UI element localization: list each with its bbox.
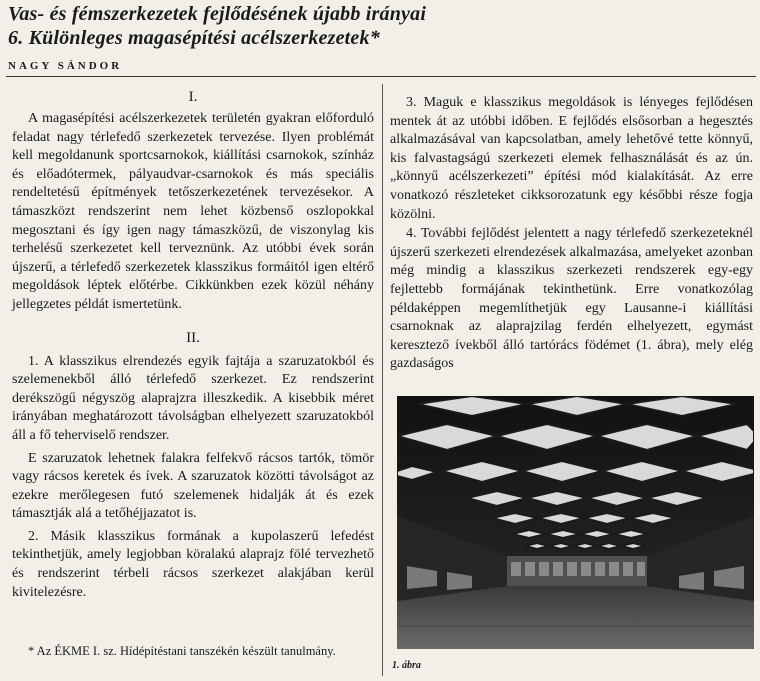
title-line-1: Vas- és fémszerkezetek fejlődésének újabb irányai (8, 3, 427, 25)
article-title (8, 2, 753, 50)
figure-caption: 1. ábra (392, 660, 421, 671)
section-heading-2: II. (186, 329, 200, 346)
left-column (12, 88, 374, 602)
paragraph-2: 2. Másik klasszikus formának a kupolaszerű lefedést tekinthetjük, amely legjobban köralakú alaprajz fölé tervezhető és rendszerint térbeli rácsos szerkezet alakjában kerül kivitelezésre. (12, 528, 374, 600)
right-column (390, 94, 753, 374)
header-rule (6, 76, 756, 77)
footnote (8, 643, 378, 659)
figure-1-photo (397, 396, 754, 649)
footnote-text: * Az ÉKME I. sz. Hídépítéstani tanszékén készült tanulmány. (28, 644, 336, 658)
paragraph-3: 3. Maguk e klasszikus megoldások is lényeges fejlődésen mentek át az utóbbi időben. E fejlődés elsősorban a hegesztés alkalmazásával van kapcsolatban, amely lehetővé tette könnyű, kis falvastagságú szerkezeti elemek felhasználását és az ún. „könnyű acélszerkezeti” építési mód kialakítását. Az erre vonatkozó részleteket cikksorozatunk egy későbbi része fogja közölni. (390, 95, 753, 222)
author-name: NAGY SÁNDOR (8, 60, 123, 72)
paragraph-1: 1. A klasszikus elrendezés egyik fajtája a szaruzatokból és szelemenekből álló térlefedő szerkezet. Ez rendszerint derékszögű négyszög alaprajzra illeszkedik. A kisebbik méret irányában meghatározott távolságban elhelyezett szaruzatokból áll a fő teherviselő rendszer. (12, 353, 374, 443)
hall-interior-illustration (397, 396, 754, 649)
title-line-2: 6. Különleges magasépítési acélszerkezetek* (8, 27, 380, 49)
section-1-text: A magasépítési acélszerkezetek területén gyakran előforduló feladat nagy térlefedő szerkezetek tervezése. Ilyen problémát kell megoldanunk sportcsarnokok, kiállítási csarnokok, színház és előadótermek, pályaudvar-csarnokok és más speciális rendeltetésű építmények tetőszerkezetének tervezésekor. A támaszközt rendszerint nem lehet közbenső oszlopokkal megosztani és így igen nagy támaszközű, de viszonylag kis terhelésű szerkezetet kell terveznünk. Az utóbbi évek során újszerű, a térlefedő szerkezetek klasszikus formáitól igen eltérő megoldások léptek előtérbe. Cikkünkben ezek közül néhány jellegzetes példát ismertetünk. (12, 111, 374, 312)
section-heading-1: I. (188, 89, 198, 105)
paragraph-4: 4. További fejlődést jelentett a nagy térlefedő szerkezeteknél újszerű szerkezeti elrendezések alkalmazása, amelyeket azonban még mindig a klasszikus szerkezeti rendszerek egy-egy fejlettebb formájának tekinthetünk. Erre vonatkozólag példaképpen megemlíthetjük egy Lausanne-i kiállítási csarnoknak az alaprajzilag ferdén elhelyezett, egymást keresztező ívekből álló tartórács födémet (1. ábra), mely elég gazdaságos (390, 226, 753, 372)
paragraph-1b: E szaruzatok lehetnek falakra felfekvő rácsos tartók, tömör vagy rácsos keretek és ívek. A szaruzatok közötti távolságot az ezekre merőlegesen futó szelemenek hidalják át és ezek támasztják alá a tetőhéjjazatot is. (12, 450, 374, 522)
column-divider (382, 84, 383, 676)
